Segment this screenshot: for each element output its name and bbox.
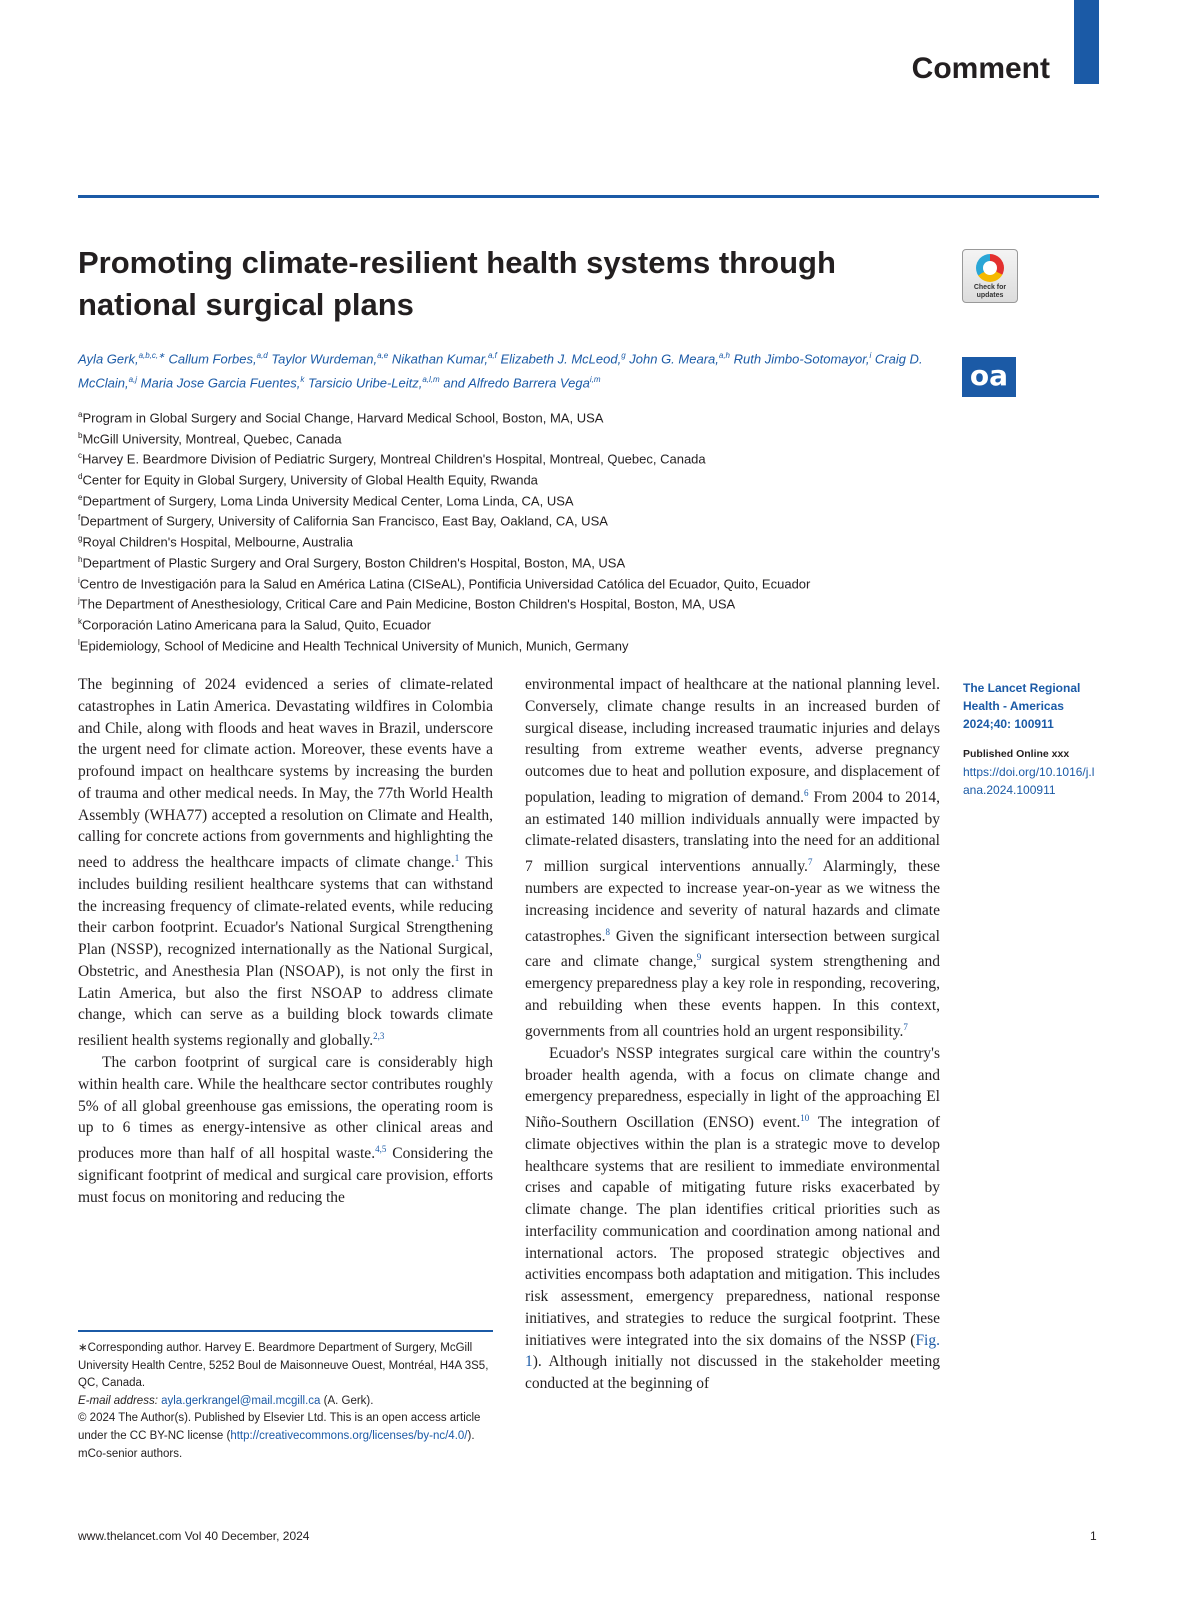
author-name[interactable]: Ruth Jimbo-Sotomayor, <box>733 351 870 367</box>
body-text: The integration of climate objectives within the plan is a strategic move to develop healthcare systems that are resilient to immediate environmental crises and capable of mitigating future risks exacerbated by climate change. The plan identifies critical priorities such as interfacility communication and coordination among national and international actors. The proposed strategic objectives and activities encompass both adaptation and mitigation. This includes risk assessment, emergency preparedness, national response initiatives, and strategies to reduce the surgical footprint. These initiatives were integrated into the six domains of the NSSP ( <box>525 1114 940 1349</box>
section-label: Comment <box>911 52 1050 85</box>
affiliation <box>78 488 958 509</box>
author-affiliation-marker: a,e <box>377 351 389 360</box>
footer-journal-info: www.thelancet.com Vol 40 December, 2024 <box>78 1529 310 1543</box>
affiliation <box>78 633 958 654</box>
affiliation-marker: f <box>78 513 81 523</box>
affiliation-text: Royal Children's Hospital, Melbourne, Australia <box>82 534 354 550</box>
body-text: ). Although initially not discussed in the stakeholder meeting conducted at the beginning of <box>525 1353 940 1393</box>
author-affiliation-marker: i <box>869 351 872 360</box>
affiliation-text: Program in Global Surgery and Social Change, Harvard Medical School, Boston, MA, USA <box>82 410 604 426</box>
journal-citation: The Lancet Regional Health - Americas 2024;40: 100911 <box>963 681 1081 731</box>
body-paragraph <box>525 1043 940 1395</box>
email-note <box>78 1393 493 1411</box>
footnotes <box>78 1340 493 1463</box>
corresponding-author-note <box>78 1340 493 1393</box>
affiliation <box>78 612 958 633</box>
check-for-updates-badge[interactable] <box>962 249 1018 303</box>
footnote-rule <box>78 1330 493 1332</box>
affiliation-marker: c <box>78 451 82 461</box>
reference-citation[interactable]: 10 <box>800 1113 810 1124</box>
affiliation-marker: g <box>78 534 83 544</box>
affiliation-text: Department of Surgery, University of California San Francisco, East Bay, Oakland, CA, USA <box>80 513 608 529</box>
reference-citation[interactable]: 7 <box>903 1021 908 1032</box>
co-senior-note: mCo-senior authors. <box>78 1447 183 1460</box>
check-for-updates-label: Check for updates <box>973 284 1007 299</box>
affiliation-text: Department of Surgery, Loma Linda University Medical Center, Loma Linda, CA, USA <box>82 493 574 509</box>
published-online: Published Online xxx <box>963 748 1070 760</box>
author-affiliation-marker: a,j <box>128 375 138 385</box>
affiliation-marker: i <box>78 575 80 585</box>
copyright-text: © 2024 The Author(s). Published by Elsevier Ltd. This is an open access article under the CC BY-NC license ( <box>78 1412 481 1442</box>
article-title: Promoting climate-resilient health systems through national surgical plans <box>78 245 836 322</box>
affiliation <box>78 591 958 612</box>
author-affiliation-marker: a,l,m <box>422 375 440 385</box>
affiliation-text: Center for Equity in Global Surgery, University of Global Health Equity, Rwanda <box>82 472 538 488</box>
body-text: Alarmingly, these numbers are expected to increase year-on-year as we witness the increasing incidence and severity of natural hazards and climate catastrophes. <box>525 858 940 945</box>
affiliation-text: Harvey E. Beardmore Division of Pediatric Surgery, Montreal Children's Hospital, Montreal, Quebec, Canada <box>82 451 706 467</box>
crossmark-icon <box>976 254 1004 282</box>
body-paragraph <box>78 674 493 1052</box>
affiliation <box>78 529 958 550</box>
body-text: Ecuador's NSSP integrates surgical care within the country's broader health agenda, with a focus on climate change and emergency preparedness, especially in light of the approaching El Niño-Southern Oscillation (ENSO) event. <box>525 1044 940 1132</box>
email-label: E-mail address: <box>78 1394 158 1407</box>
author-name[interactable]: Elizabeth J. McLeod, <box>500 351 622 367</box>
author-affiliation-marker: i,m <box>589 375 601 385</box>
affiliation-marker: a <box>78 410 83 419</box>
reference-citation[interactable]: 6 <box>803 787 809 798</box>
affiliation <box>78 467 958 488</box>
body-paragraph <box>78 1052 493 1208</box>
author-affiliation-marker: k <box>300 375 305 385</box>
affiliation-marker: j <box>78 596 80 606</box>
figure-link[interactable]: Fig. 1 <box>525 1331 940 1371</box>
affiliation-text: Epidemiology, School of Medicine and Health Technical University of Munich, Munich, Germany <box>79 637 629 653</box>
author-name[interactable]: Nikathan Kumar, <box>391 351 488 367</box>
affiliation <box>78 405 958 426</box>
open-access-badge: oa <box>962 357 1016 397</box>
affiliation-marker: h <box>78 554 83 564</box>
affiliation-text: Corporación Latino Americana para la Salud, Quito, Ecuador <box>82 617 432 633</box>
affiliation <box>78 446 958 467</box>
body-text: surgical system strengthening and emergency preparedness play a key role in responding, recovering, and rebuilding when these events happen. In this context, governments from all countries hold an urgent responsibility. <box>525 953 941 1041</box>
author-name[interactable]: Taylor Wurdeman, <box>271 351 378 367</box>
author-name[interactable]: John G. Meara, <box>629 351 719 367</box>
reference-citation[interactable]: 7 <box>807 857 813 868</box>
affiliation-text: Centro de Investigación para la Salud en América Latina (CISeAL), Pontificia Universidad Católica del Ecuador, Quito, Ecuador <box>79 575 811 591</box>
article-info-sidebar <box>963 679 1098 799</box>
reference-citation[interactable]: 1 <box>454 853 460 863</box>
body-text: Given the significant intersection between surgical care and climate change, <box>525 927 940 971</box>
affiliation-text: The Department of Anesthesiology, Critical Care and Pain Medicine, Boston Children's Hospital, Boston, MA, USA <box>79 596 736 612</box>
body-text: This includes building resilient healthcare systems that can withstand the increasing frequency of climate-related events, while reducing their carbon footprint. Ecuador's National Surgical Strengthening Plan (NSSP), recognized internationally as the National Surgical, Obstetric, and Anesthesia Plan (NSOAP), is not only the first in Latin America, but also the first NSOAP to address climate change, which can serve as a building block towards climate resilient health systems regionally and globally. <box>78 854 493 1050</box>
section-color-tab <box>1074 0 1099 84</box>
affiliation <box>78 550 958 571</box>
doi-link[interactable]: https://doi.org/10.1016/j.lana.2024.100911 <box>963 765 1095 797</box>
body-column-right <box>525 674 940 1395</box>
author-name[interactable]: and Alfredo Barrera Vega <box>443 375 590 391</box>
body-paragraph <box>525 674 940 1043</box>
author-affiliation-marker: a,h <box>718 351 730 360</box>
affiliation-marker: l <box>78 637 80 647</box>
author-affiliation-marker: g <box>621 351 626 360</box>
body-text: The carbon footprint of surgical care is considerably high within health care. While the healthcare sector contributes roughly 5% of all global greenhouse gas emissions, the operating room is up to 6 times as energy-intensive as other clinical areas and produces more than half of all hospital waste. <box>78 1054 493 1163</box>
affiliation-text: McGill University, Montreal, Quebec, Canada <box>82 431 342 447</box>
reference-citation[interactable]: 2,3 <box>373 1031 385 1042</box>
body-text: environmental impact of healthcare at the national planning level. Conversely, climate change results in an increased burden of surgical disease, including increased traumatic injuries and delays resulting from extreme weather events, adverse pregnancy outcomes due to heat and pollution exposure, and displacement of population, leading to migration of demand. <box>525 676 940 806</box>
reference-citation[interactable]: 9 <box>696 952 702 963</box>
author-name[interactable]: Callum Forbes, <box>168 351 257 367</box>
reference-citation[interactable]: 8 <box>605 926 610 937</box>
copyright-end: ). <box>467 1429 475 1442</box>
email-link[interactable]: ayla.gerkrangel@mail.mcgill.ca <box>161 1394 321 1407</box>
affiliation-text: Department of Plastic Surgery and Oral Surgery, Boston Children's Hospital, Boston, MA, USA <box>82 555 626 571</box>
author-list <box>78 345 938 394</box>
author-name[interactable]: Craig D. McClain, <box>78 351 923 391</box>
body-column-left <box>78 674 493 1208</box>
author-name[interactable]: Tarsicio Uribe-Leitz, <box>307 375 423 391</box>
affiliation-list <box>78 405 958 653</box>
affiliation-marker: d <box>78 472 83 482</box>
affiliation-marker: b <box>78 430 83 440</box>
affiliation-marker: k <box>78 616 82 626</box>
affiliation <box>78 426 958 447</box>
page-number: 1 <box>1090 1529 1097 1543</box>
author-affiliation-marker: a,b,c,∗ <box>138 351 165 360</box>
affiliation <box>78 508 958 529</box>
email-suffix: (A. Gerk). <box>323 1394 374 1407</box>
license-link[interactable]: http://creativecommons.org/licenses/by-nc/4.0/ <box>230 1429 468 1442</box>
affiliation-marker: e <box>78 492 83 502</box>
author-name[interactable]: Ayla Gerk, <box>78 351 139 367</box>
author-name[interactable]: Maria Jose Garcia Fuentes, <box>140 375 301 391</box>
copyright-note <box>78 1410 493 1445</box>
body-text: Considering the significant footprint of medical and surgical care provision, efforts must focus on monitoring and reducing the <box>78 1145 493 1206</box>
affiliation <box>78 571 958 592</box>
header-rule <box>78 195 1099 198</box>
body-text: From 2004 to 2014, an estimated 140 million individuals annually were impacted by climate-related disasters, translating into the need for an additional 7 million surgical interventions annually. <box>525 788 940 876</box>
reference-citation[interactable]: 4,5 <box>375 1144 387 1155</box>
corresponding-author-text: ∗Corresponding author. Harvey E. Beardmore Department of Surgery, McGill University Health Centre, 5252 Boul de Maisonneuve Ouest, Montréal, H4A 3S5, QC, Canada. <box>78 1342 489 1390</box>
body-text: The beginning of 2024 evidenced a series of climate-related catastrophes in Latin America. Devastating wildfires in Colombia and Chile, along with floods and heat waves in Brazil, underscore the urgent need for climate action. Moreover, these events have a profound impact on healthcare systems by increasing the burden of trauma and other medical needs. In May, the 77th World Health Assembly (WHA77) accepted a resolution on Climate and Health, calling for concrete actions from governments and highlighting the need to address the healthcare impacts of climate change. <box>78 676 493 872</box>
author-affiliation-marker: a,d <box>256 351 268 360</box>
author-affiliation-marker: a,f <box>487 351 497 360</box>
